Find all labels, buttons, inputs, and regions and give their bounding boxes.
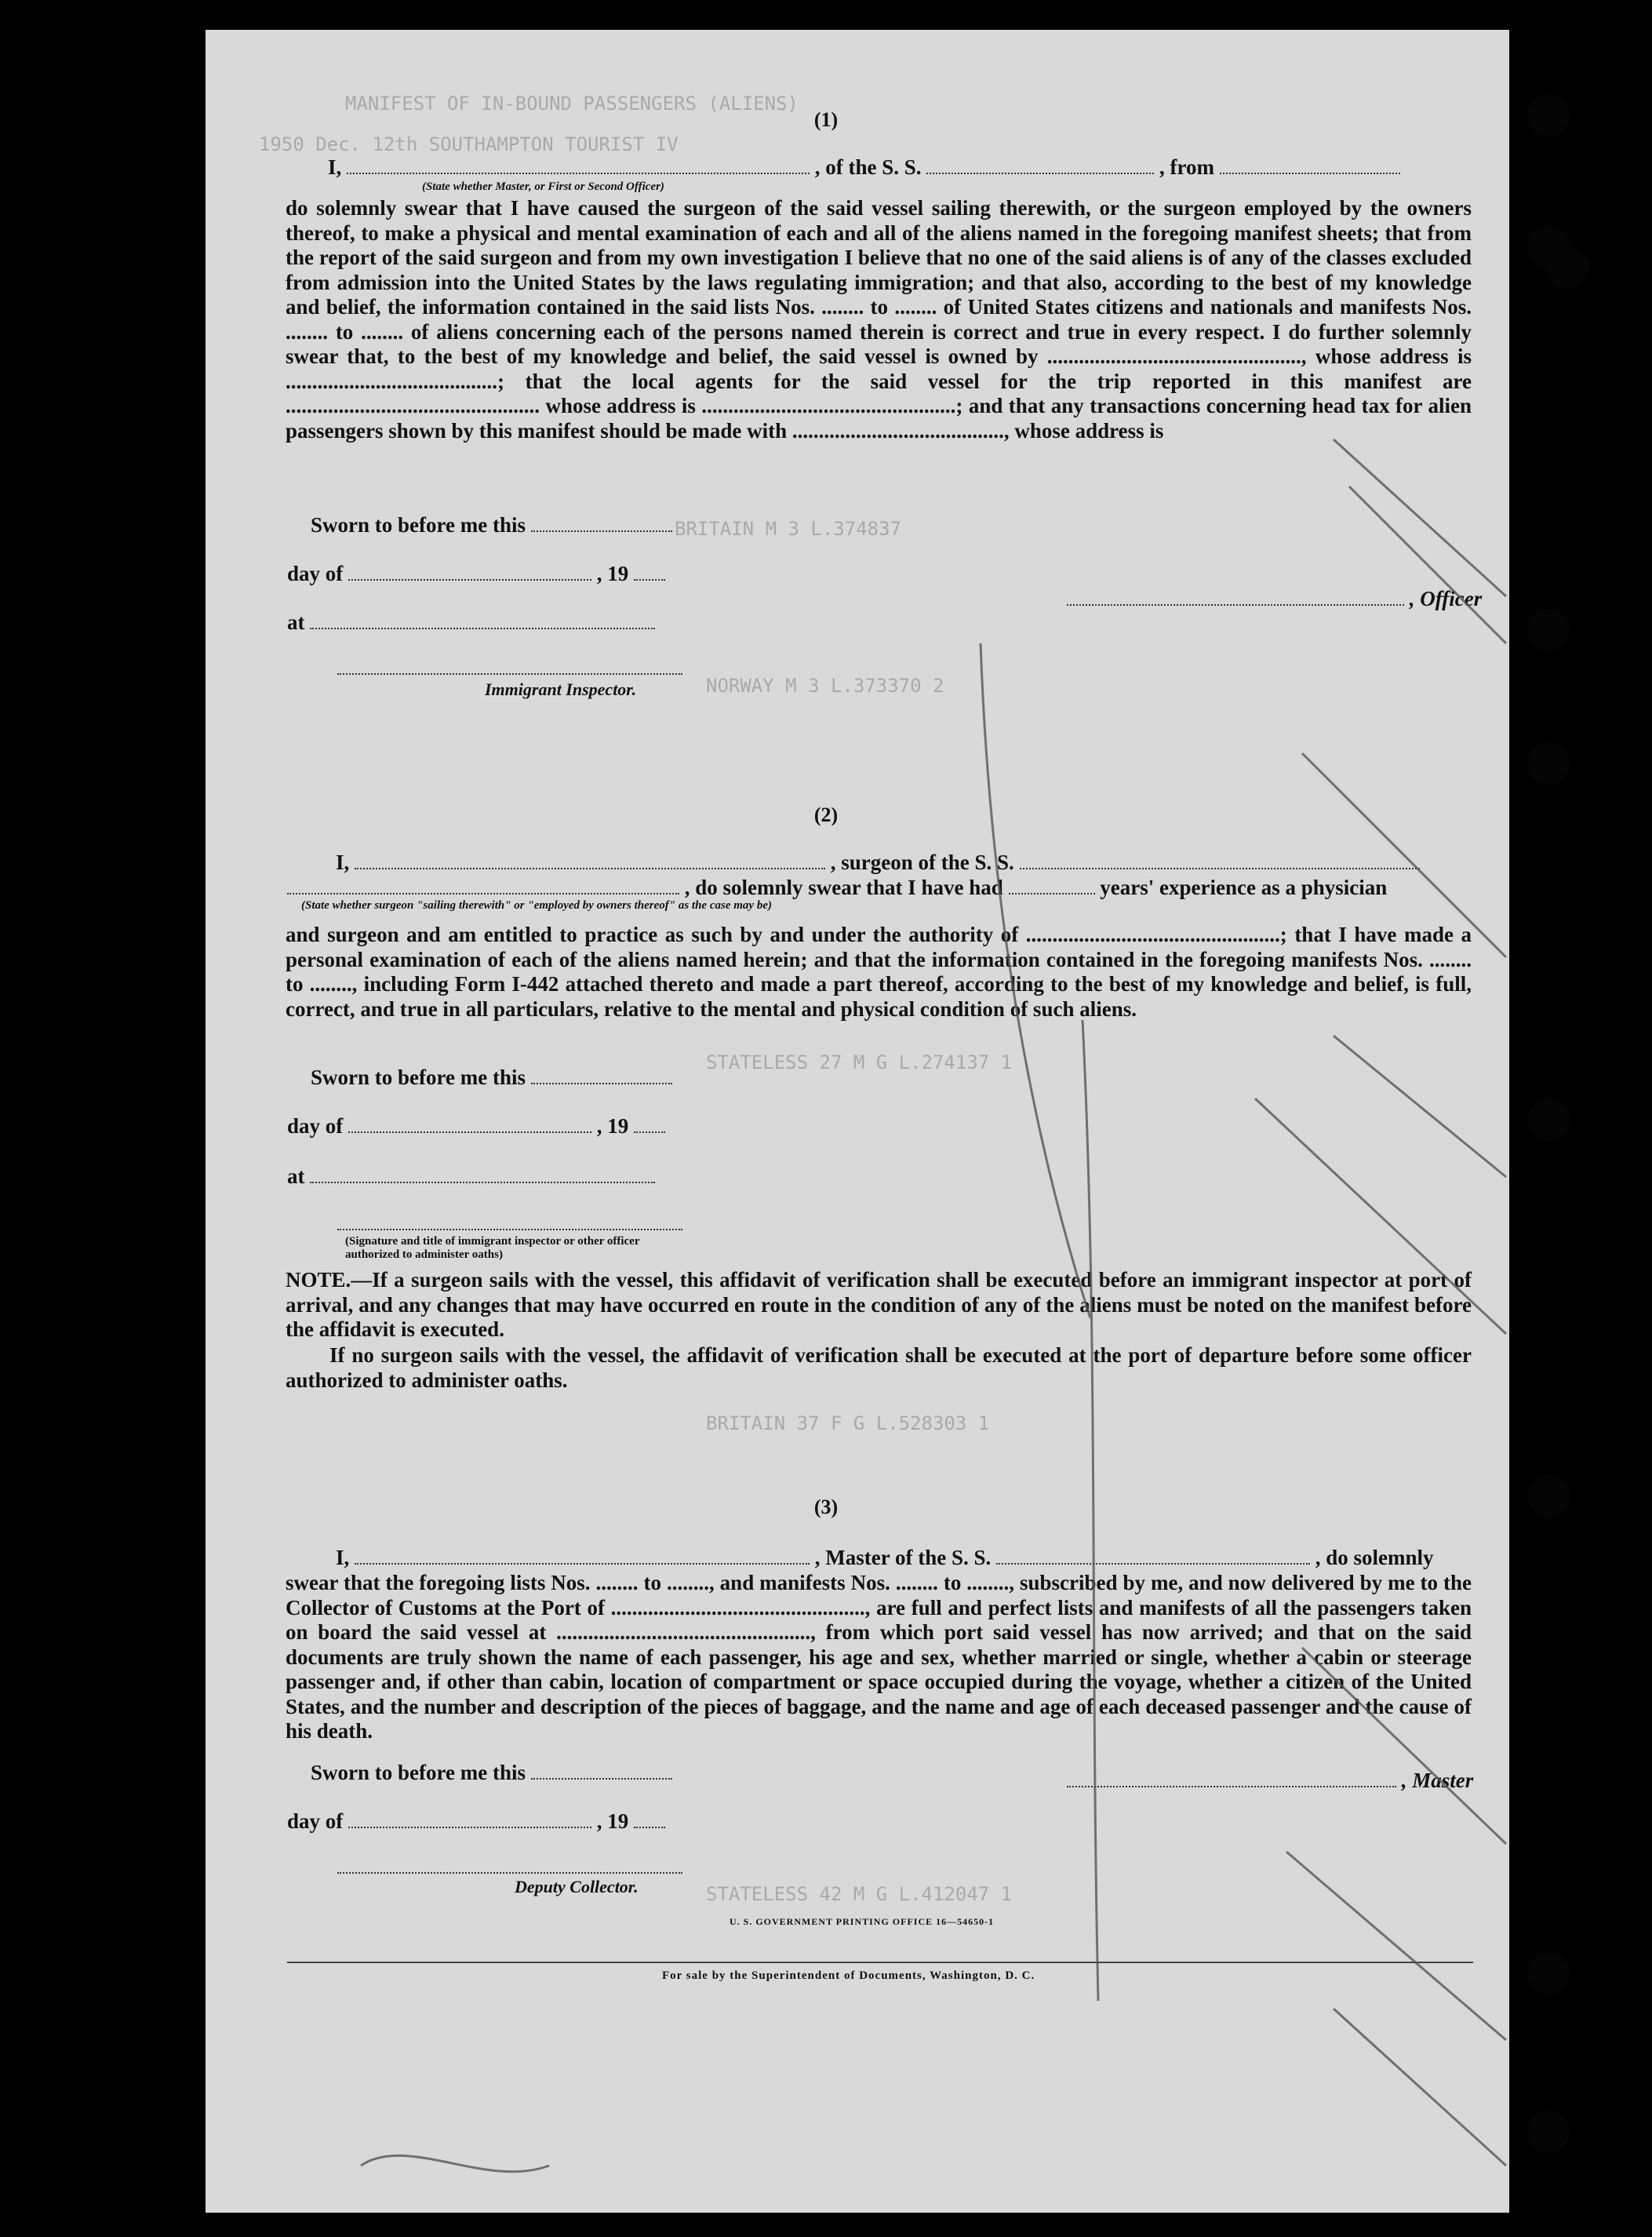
day-of-label: day of <box>287 1809 344 1833</box>
surgeon-note-2: If no surgeon sails with the vessel, the affidavit of verification shall be executed at the port of departure before some officer authorized to administer oaths. <box>286 1343 1472 1392</box>
section-3-oath-text: swear that the foregoing lists Nos. ........ to ........, and manifests Nos. ........ to ........, subscribed by me, and now delivered by me to the Collector of Customs at the Port of ................................................, are full and perfect lists and manifests of all the passengers taken on board the said vessel at ................................................, from which port said vessel has now arrived; and that on the said documents are truly shown the name of each passenger, his age and sex, whether married or single, whether a cabin or steerage passenger and, if other than cabin, location of compartment or space occupied during the voyage, whether a citizen of the United States, and the number and description of the pieces of baggage, and the name and age of each deceased passenger and the cause of his death. <box>286 1571 1472 1743</box>
i-label: I, <box>328 155 342 179</box>
i-label: I, <box>336 1546 350 1569</box>
at-label: at <box>287 610 305 634</box>
section-1-oath-text: do solemnly swear that I have caused the surgeon of the said vessel sailing therewith, or the surgeon employed by the owners thereof, to make a physical and mental examination of each and all of the aliens named in the foregoing manifest sheets; that from the report of the said surgeon and from my own investigation I believe that no one of the said aliens is of any of the classes excluded from admission into the United States by the laws regulating immigration; and that also, according to the best of my knowledge and belief, the information contained in the said lists Nos. ........ to ........ of United States citizens and nationals and manifests Nos. ........ to ........ of aliens concerning each of the persons named therein is correct and true in every respect. I do further solemnly swear that, to the best of my knowledge and belief, the said vessel is owned by ................................................, whose address is ........................................; that the local agents for the said vessel for the trip reported in this manifest are ................................................ whose address is ................................................; and that any transactions concerning head tax for alien passengers shown by this manifest should be made with ........................................, whose address is <box>286 196 1472 443</box>
cancel-stroke <box>1286 1852 1506 2040</box>
bleed-through-line: NORWAY M 3 L.373370 2 <box>706 675 944 697</box>
pencil-curve <box>981 643 1090 1318</box>
year-label: , 19 <box>596 1114 629 1138</box>
bleed-through-line: BRITAIN 37 F G L.528303 1 <box>706 1412 990 1434</box>
i-label: I, <box>336 851 350 874</box>
deputy-collector-label: Deputy Collector. <box>515 1877 639 1896</box>
from-label: , from <box>1159 155 1215 179</box>
bleed-through-line: STATELESS 27 M G L.274137 1 <box>706 1051 1013 1073</box>
do-solemnly-label: , do solemnly <box>1315 1546 1434 1569</box>
cancel-stroke <box>1302 753 1506 957</box>
signature-caption: (Signature and title of immigrant inspector or other officer authorized to administer oaths) <box>345 1235 640 1261</box>
surgeon-status-caption: (State whether surgeon "sailing therewith" or "employed by owners thereof" as the case may be) <box>301 899 772 912</box>
section-3-number: (3) <box>813 1496 839 1518</box>
cancel-stroke <box>1255 1098 1506 1334</box>
master-label: , Master <box>1401 1769 1474 1792</box>
year-label: , 19 <box>596 562 629 585</box>
section-2-number: (2) <box>813 803 839 826</box>
immigrant-inspector-label: Immigrant Inspector. <box>485 679 637 699</box>
section-2-oath-text: and surgeon and am entitled to practice as such by and under the authority of ................................................; that I have made a personal examination of each of the aliens named herein; and that the information contained in the foregoing manifests Nos. ........ to ........, including Form I-442 attached thereto and made a part thereof, according to the best of my knowledge and belief, is full, correct, and true in all particulars, relative to the mental and physical condition of such aliens. <box>286 923 1472 1021</box>
sworn-label: Sworn to before me this <box>311 1066 526 1089</box>
cancel-stroke <box>1349 486 1506 643</box>
cancel-stroke <box>1302 1648 1506 1844</box>
at-label: at <box>287 1164 305 1188</box>
bleed-through-line: STATELESS 42 M G L.412047 1 <box>706 1883 1013 1905</box>
pencil-curve <box>1083 1020 1098 2001</box>
years-label: years' experience as a physician <box>1100 876 1388 899</box>
cancel-stroke <box>1334 2009 1506 2166</box>
day-of-label: day of <box>287 1114 344 1138</box>
sworn-label: Sworn to before me this <box>311 513 526 537</box>
year-label: , 19 <box>596 1809 629 1833</box>
for-sale-imprint: For sale by the Superintendent of Documents, Washington, D. C. <box>662 1969 1035 1982</box>
surgeon-note: NOTE.—If a surgeon sails with the vessel, this affidavit of verification shall be executed before an immigrant inspector at port of arrival, and any changes that may have occurred en route in the condition of any of the aliens must be noted on the manifest before the affidavit is executed. <box>286 1268 1472 1341</box>
day-of-label: day of <box>287 562 344 585</box>
cancel-stroke <box>1334 439 1506 596</box>
bleed-through-header: MANIFEST OF IN-BOUND PASSENGERS (ALIENS) <box>345 93 799 115</box>
officer-title-caption: (State whether Master, or First or Second Officer) <box>422 180 664 193</box>
cancel-stroke <box>1334 1036 1506 1177</box>
bleed-through-line: BRITAIN M 3 L.374837 <box>675 518 901 540</box>
swear-label: , do solemnly swear that I have had <box>684 876 1003 899</box>
sworn-label: Sworn to before me this <box>311 1761 526 1784</box>
surgeon-of-ss-label: , surgeon of the S. S. <box>830 851 1014 874</box>
pencil-scribble <box>361 2155 549 2171</box>
gpo-imprint: U. S. GOVERNMENT PRINTING OFFICE 16—54650-1 <box>730 1916 995 1927</box>
of-ss-label: , of the S. S. <box>814 155 922 179</box>
bleed-through-line: 1950 Dec. 12th SOUTHAMPTON TOURIST IV <box>259 133 679 155</box>
officer-label: , Officer <box>1409 587 1483 610</box>
section-1-number: (1) <box>813 108 839 131</box>
master-of-ss-label: , Master of the S. S. <box>814 1546 992 1569</box>
